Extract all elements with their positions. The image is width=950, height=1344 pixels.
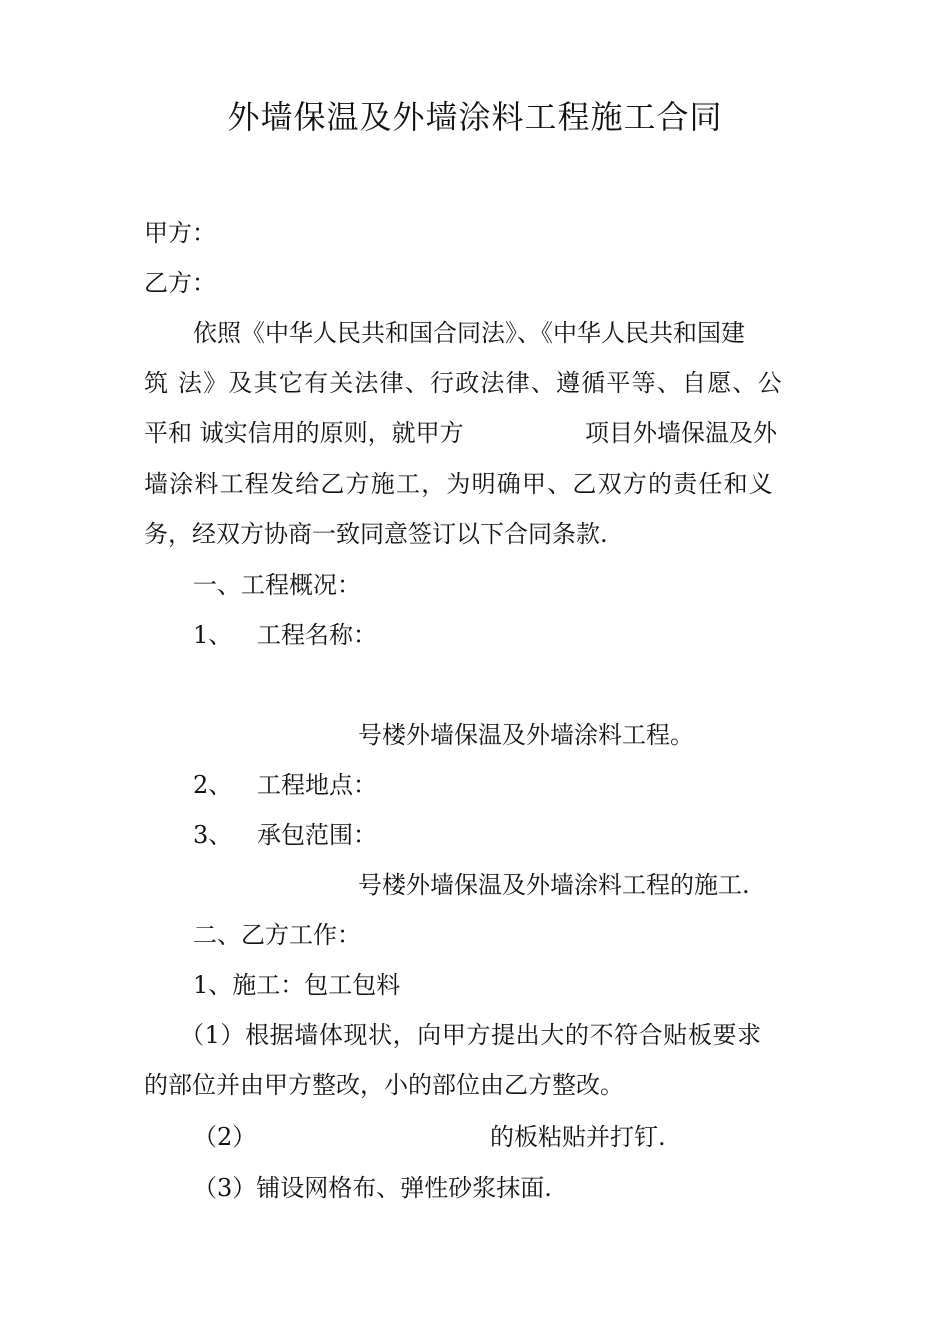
section1-item3-value: 号楼外墙保温及外墙涂料工程的施工. (358, 871, 750, 899)
section2-heading: 二、乙方工作： (193, 921, 361, 949)
section2-item1: 1、施工：包工包料 (193, 971, 401, 999)
section1-item2-label: 工程地点： (257, 771, 377, 799)
section1-item3-num: 3、 (193, 821, 233, 849)
intro-line-3: 平和 诚实信用的原则，就甲方 (144, 419, 464, 447)
party-b-label: 乙方： (144, 269, 216, 297)
section2-sub1-line2: 的部位并由甲方整改，小的部位由乙方整改。 (144, 1071, 624, 1099)
intro-line-5: 务，经双方协商一致同意签订以下合同条款. (144, 520, 608, 548)
section2-sub2-text: 的板粘贴并打钉. (490, 1123, 666, 1151)
intro-line-2: 筑 法》及其它有关法律、行政法律、遵循平等、自愿、公 (144, 369, 783, 397)
intro-line-3-cont: 项目外墙保温及外 (585, 419, 777, 447)
party-a-label: 甲方： (144, 219, 216, 247)
section1-item3-label: 承包范围： (257, 821, 377, 849)
section1-item2-num: 2、 (193, 771, 233, 799)
section2-sub2-num: （2） (193, 1123, 257, 1151)
document-title: 外墙保温及外墙涂料工程施工合同 (227, 98, 723, 136)
intro-line-1: 依照《中华人民共和国合同法》、《中华人民共和国建 (193, 319, 745, 347)
section1-heading: 一、工程概况： (193, 571, 361, 599)
section1-item1-num: 1、 (193, 621, 233, 649)
intro-line-4: 墙涂料工程发给乙方施工，为明确甲、乙双方的责任和义 (144, 470, 774, 498)
section2-sub3: （3）铺设网格布、弹性砂浆抹面. (193, 1174, 552, 1202)
section1-item1-label: 工程名称： (257, 621, 377, 649)
section2-sub1-line1: （1）根据墙体现状，向甲方提出大的不符合贴板要求 (180, 1021, 762, 1049)
section1-item1-value: 号楼外墙保温及外墙涂料工程。 (358, 721, 694, 749)
